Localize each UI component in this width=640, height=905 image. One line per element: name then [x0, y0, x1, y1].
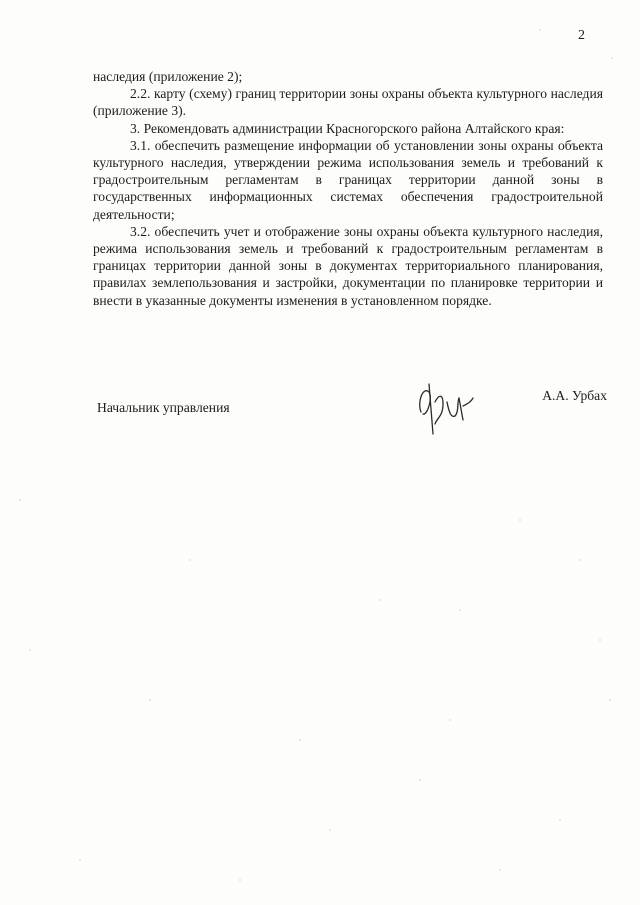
signatory-name: А.А. Урбах [542, 388, 607, 403]
signatory-title: Начальник управления [97, 400, 230, 415]
document-body [93, 68, 603, 309]
paragraph-continuation: наследия (приложение 2); [93, 69, 243, 84]
paragraph-2-2: 2.2. карту (схему) границ территории зоны охраны объекта культурного наследия (приложение 3). [93, 86, 603, 119]
signature-block [97, 372, 607, 452]
page-number: 2 [578, 28, 585, 43]
paragraph-3-1: 3.1. обеспечить размещение информации об установлении зоны охраны объекта культурного наследия, утверждении режима использования земель и требований к градостроительным регламентам в границах территории данной зоны в государственных информационных системах обеспечения градостроительной деятельности; [93, 137, 603, 222]
paragraph-3-2: 3.2. обеспечить учет и отображение зоны охраны объекта культурного наследия, режима использования земель и требований к градостроительным регламентам в границах территории данной зоны в документах территориального планирования, правилах землепользования и застройки, документации по планировке территории и внести в указанные документы изменения в установленном порядке. [93, 223, 603, 308]
handwritten-signature [413, 372, 483, 442]
paragraph-3: 3. Рекомендовать администрации Красногорского района Алтайского края: [130, 120, 565, 136]
